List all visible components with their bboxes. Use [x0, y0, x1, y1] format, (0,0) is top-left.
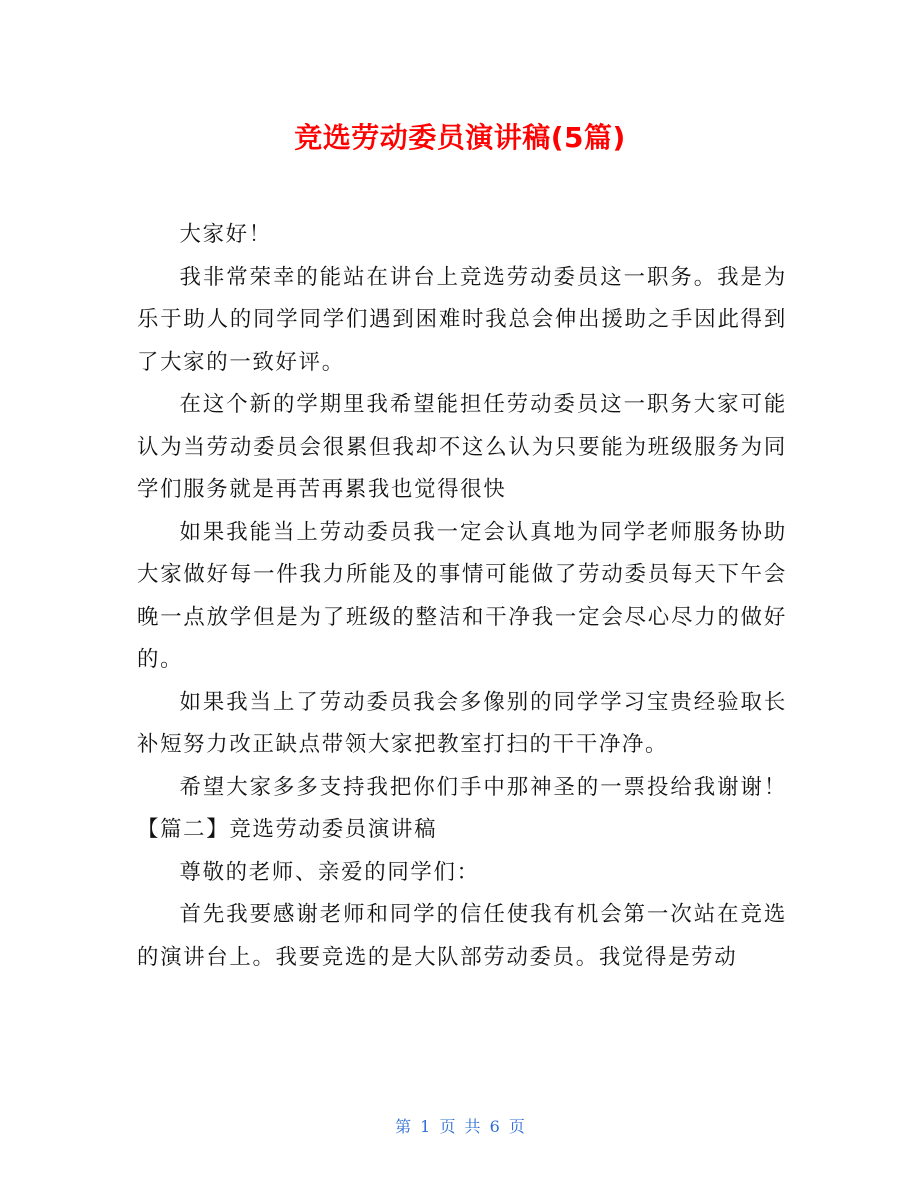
paragraph: 希望大家多多支持我把你们手中那神圣的一票投给我谢谢！【篇二】竞选劳动委员演讲稿 — [137, 774, 787, 842]
paragraph: 首先我要感谢老师和同学的信任使我有机会第一次站在竞选的演讲台上。我要竞选的是大队部劳动委员。我觉得是劳动 — [137, 902, 787, 970]
paragraph: 我非常荣幸的能站在讲台上竞选劳动委员这一职务。我是为乐于助人的同学同学们遇到困难时我总会伸出援助之手因此得到了大家的一致好评。 — [137, 264, 787, 375]
document-body — [137, 214, 787, 979]
page-number-footer: 第 1 页 共 6 页 — [395, 1117, 525, 1136]
document-title: 竞选劳动委员演讲稿(5篇) — [294, 121, 626, 154]
paragraph: 如果我能当上劳动委员我一定会认真地为同学老师服务协助大家做好每一件我力所能及的事情可能做了劳动委员每天下午会晚一点放学但是为了班级的整洁和干净我一定会尽心尽力的做好的。 — [137, 519, 787, 672]
paragraph: 如果我当上了劳动委员我会多像别的同学学习宝贵经验取长补短努力改正缺点带领大家把教室打扫的干干净净。 — [137, 689, 787, 757]
paragraph: 在这个新的学期里我希望能担任劳动委员这一职务大家可能认为当劳动委员会很累但我却不这么认为只要能为班级服务为同学们服务就是再苦再累我也觉得很快 — [137, 392, 787, 502]
paragraph-greeting: 大家好！ — [179, 222, 272, 247]
paragraph-salutation: 尊敬的老师、亲爱的同学们： — [179, 859, 480, 885]
